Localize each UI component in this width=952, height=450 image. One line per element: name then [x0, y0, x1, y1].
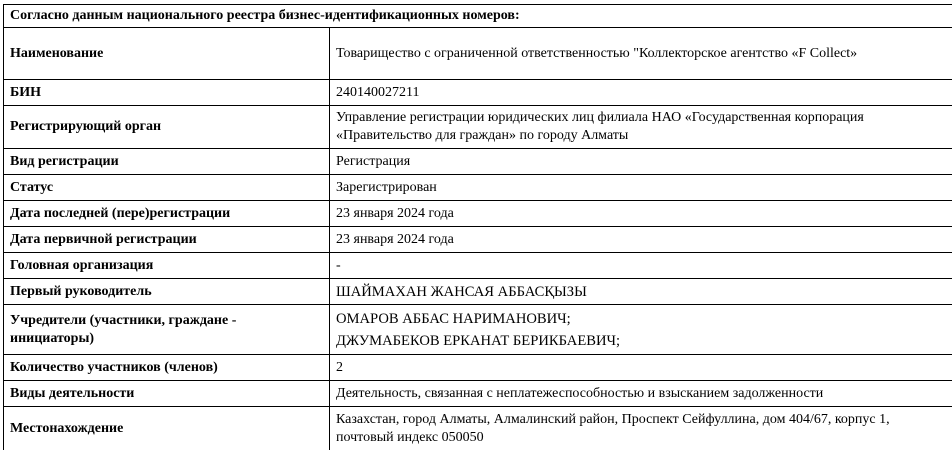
row-last-registration-date — [4, 201, 952, 227]
value-registering-body — [330, 106, 952, 149]
value-activities: Деятельность, связанная с неплатежеспособностью и взысканием задолженности — [330, 381, 952, 407]
row-registration-type — [4, 149, 952, 175]
row-founders — [4, 305, 952, 355]
label-last-registration-date: Дата последней (пере)регистрации — [4, 201, 330, 227]
value-line: «Правительство для граждан» по городу Алматы — [336, 128, 629, 143]
founder-item: ОМАРОВ АББАС НАРИМАНОВИЧ; — [336, 310, 571, 327]
label-bin: БИН — [4, 80, 330, 106]
row-status — [4, 175, 952, 201]
label-founders — [4, 305, 330, 355]
label-registration-type: Вид регистрации — [4, 149, 330, 175]
row-registering-body — [4, 106, 952, 149]
value-registration-type: Регистрация — [330, 149, 952, 175]
label-first-manager: Первый руководитель — [4, 279, 330, 305]
value-location — [330, 407, 952, 450]
row-member-count — [4, 355, 952, 381]
value-name: Товарищество с ограниченной ответственностью "Коллекторское агентство «F Collect» — [330, 28, 952, 80]
value-founders — [330, 305, 952, 355]
value-line: почтовый индекс 050050 — [336, 429, 484, 445]
row-first-manager — [4, 279, 952, 305]
value-first-registration-date: 23 января 2024 года — [330, 227, 952, 253]
row-bin — [4, 80, 952, 106]
value-first-manager: ШАЙМАХАН ЖАНСАЯ АББАСҚЫЗЫ — [330, 279, 952, 305]
value-bin: 240140027211 — [330, 80, 952, 106]
row-activities — [4, 381, 952, 407]
label-first-registration-date: Дата первичной регистрации — [4, 227, 330, 253]
label-line: Учредители (участники, граждане - — [10, 312, 237, 328]
row-name — [4, 28, 952, 80]
table-header: Согласно данным национального реестра бизнес-идентификационных номеров: — [4, 5, 952, 28]
value-head-organization: - — [330, 253, 952, 279]
value-line: Управление регистрации юридических лиц филиала НАО «Государственная корпорация — [336, 110, 864, 125]
founder-item: ДЖУМАБЕКОВ ЕРКАНАТ БЕРИКБАЕВИЧ; — [336, 332, 621, 349]
value-line: Казахстан, город Алматы, Алмалинский район, Проспект Сейфуллина, дом 404/67, корпус 1, — [336, 411, 890, 427]
label-location: Местонахождение — [4, 407, 330, 450]
label-registering-body: Регистрирующий орган — [4, 106, 330, 149]
value-status: Зарегистрирован — [330, 175, 952, 201]
header-row — [4, 5, 952, 28]
label-head-organization: Головная организация — [4, 253, 330, 279]
row-head-organization — [4, 253, 952, 279]
label-member-count: Количество участников (членов) — [4, 355, 330, 381]
row-first-registration-date — [4, 227, 952, 253]
value-last-registration-date: 23 января 2024 года — [330, 201, 952, 227]
label-line: инициаторы) — [10, 330, 95, 346]
registry-table — [3, 4, 952, 450]
label-status: Статус — [4, 175, 330, 201]
label-name: Наименование — [4, 28, 330, 80]
row-location — [4, 407, 952, 450]
label-activities: Виды деятельности — [4, 381, 330, 407]
value-member-count: 2 — [330, 355, 952, 381]
